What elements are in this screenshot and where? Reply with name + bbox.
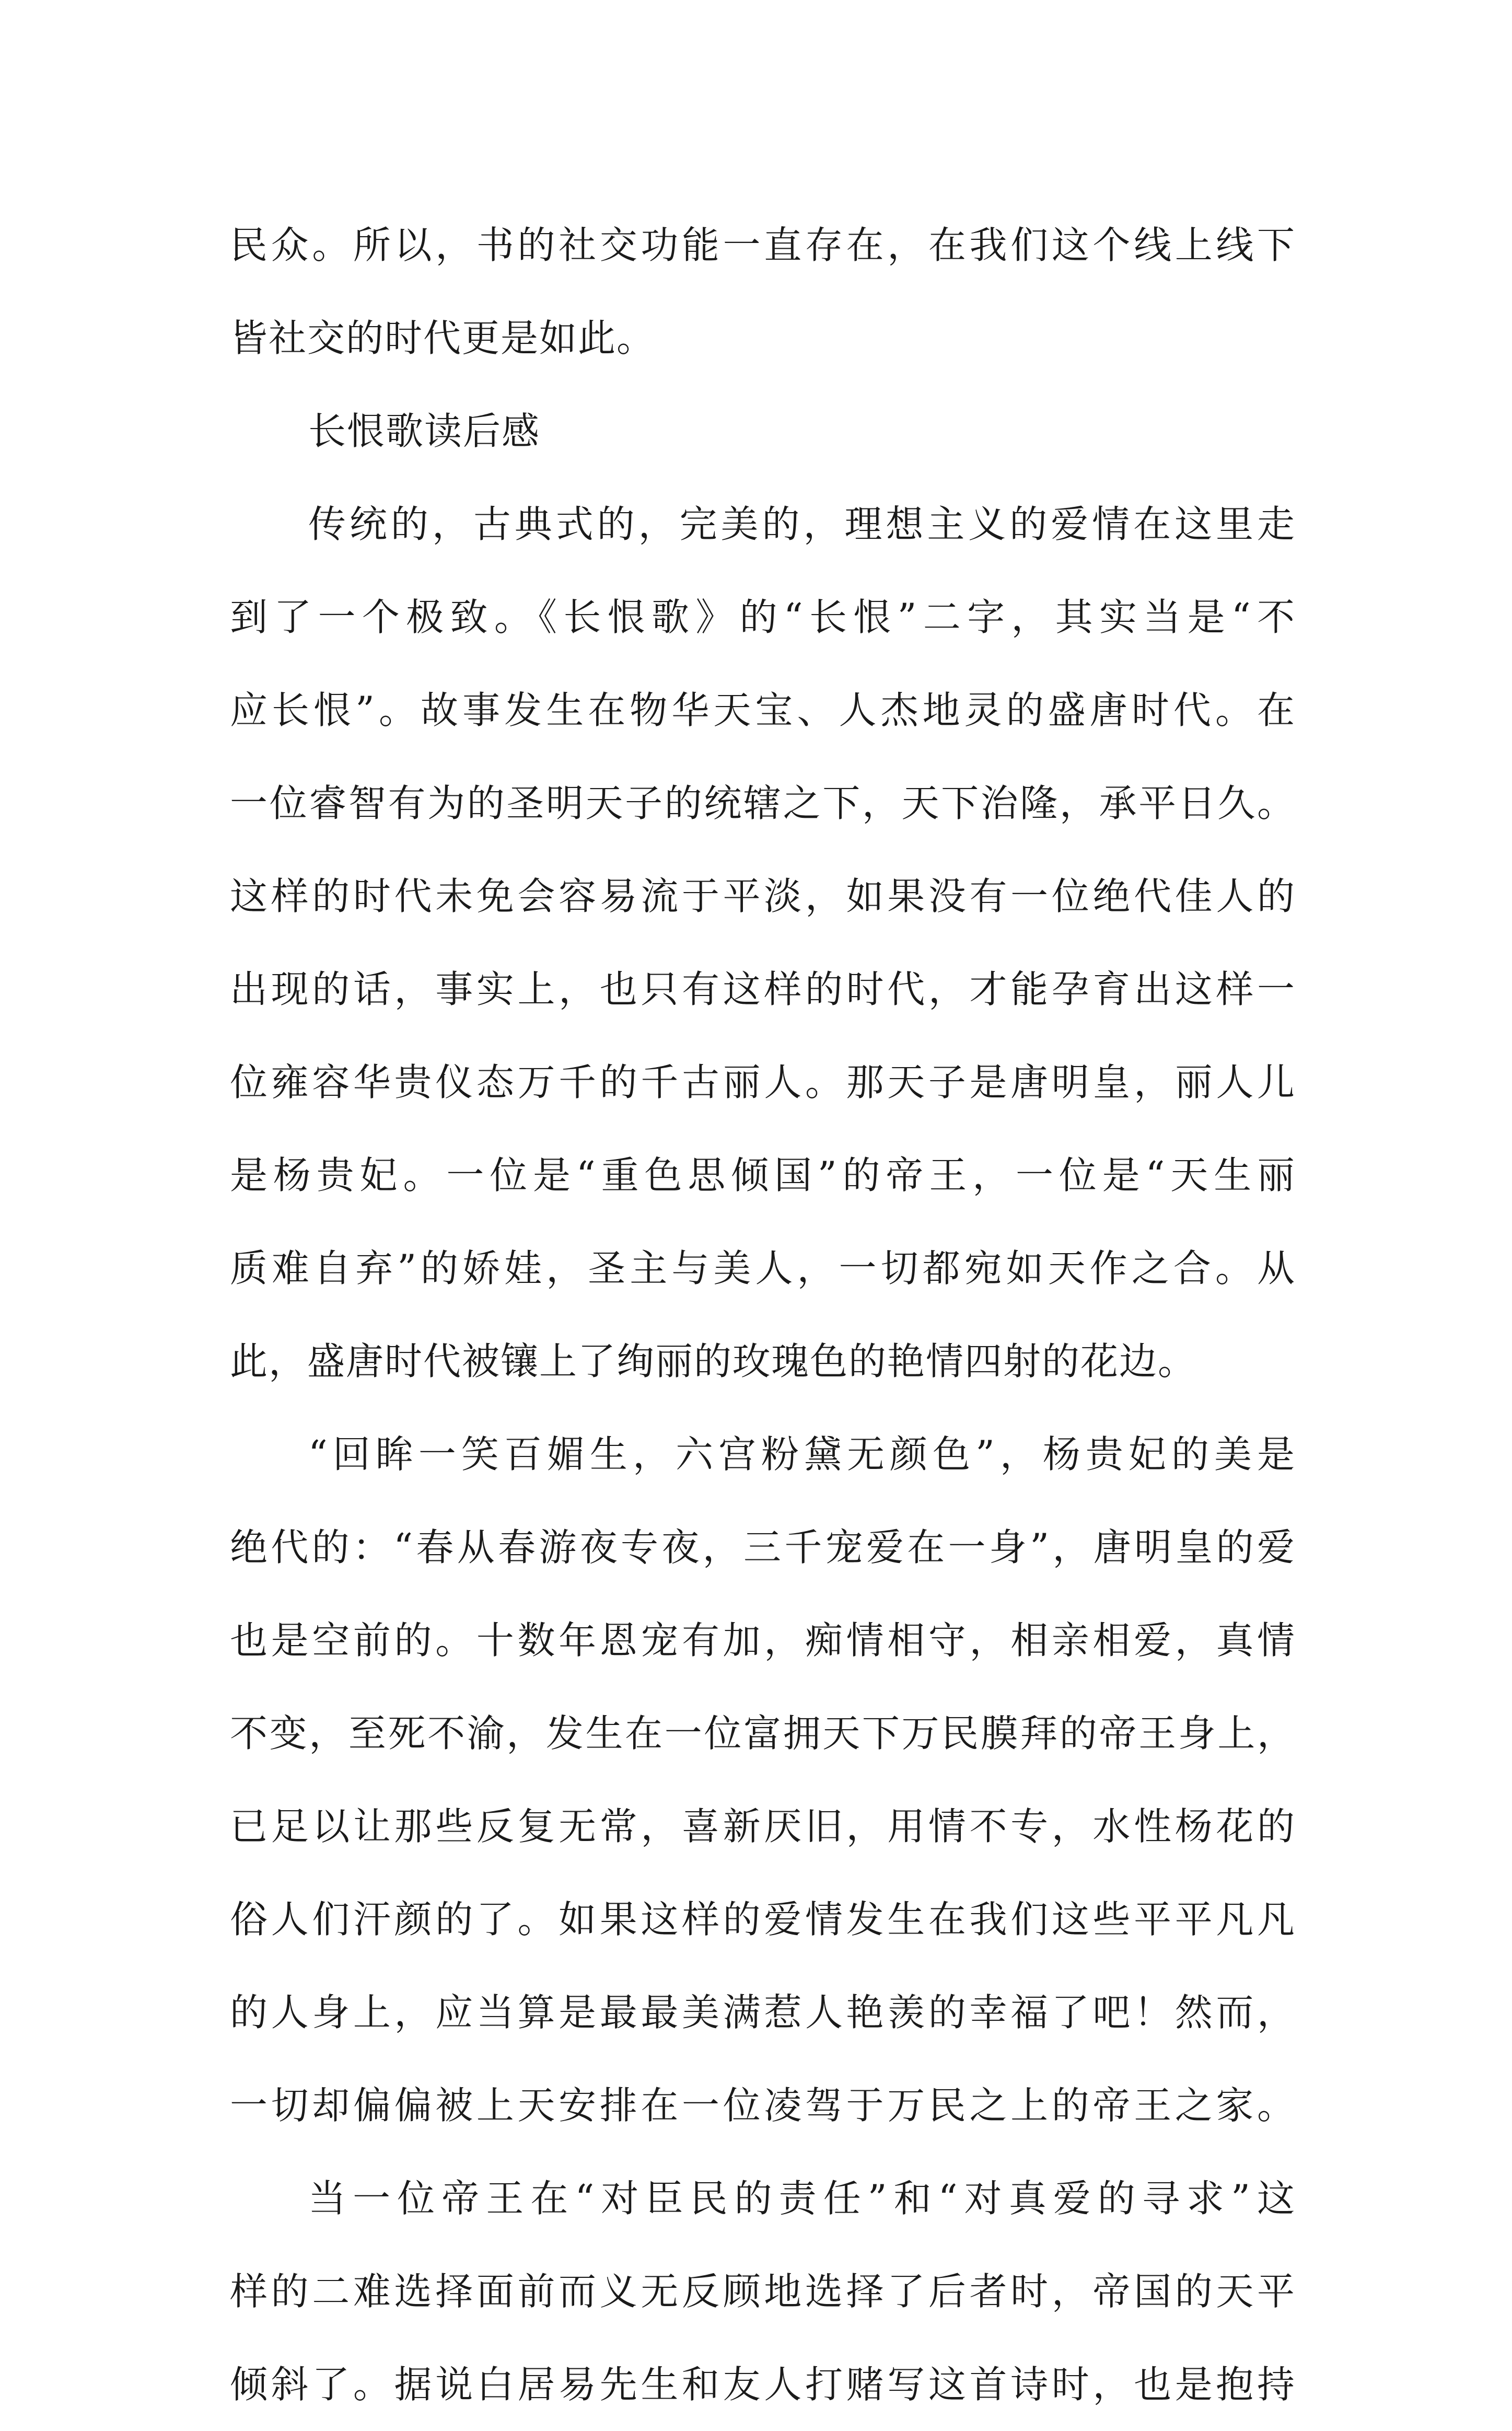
text-line: 民众。所以，书的社交功能一直存在，在我们这个线上线下: [230, 223, 1296, 267]
text-line: 质难自弃”的娇娃，圣主与美人，一切都宛如天作之合。从: [230, 1246, 1296, 1290]
text-line: 也是空前的。十数年恩宠有加，痴情相守，相亲相爱，真情: [230, 1618, 1296, 1662]
text-line: 这样的时代未免会容易流于平淡，如果没有一位绝代佳人的: [230, 874, 1296, 918]
text-line: 到了一个极致。《长恨歌》的“长恨”二字，其实当是“不: [230, 595, 1296, 639]
text-line: 绝代的：“春从春游夜专夜，三千宠爱在一身”，唐明皇的爱: [230, 1525, 1296, 1569]
text-line: 应长恨”。故事发生在物华天宝、人杰地灵的盛唐时代。在: [230, 688, 1296, 732]
text-line: 样的二难选择面前而义无反顾地选择了后者时，帝国的天平: [230, 2270, 1296, 2313]
text-line: 一切却偏偏被上天安排在一位凌驾于万民之上的帝王之家。: [230, 2083, 1296, 2127]
text-line: 是杨贵妃。一位是“重色思倾国”的帝王，一位是“天生丽: [230, 1153, 1296, 1197]
text-line: 俗人们汗颜的了。如果这样的爱情发生在我们这些平平凡凡: [230, 1897, 1296, 1941]
text-line: 传统的，古典式的，完美的，理想主义的爱情在这里走: [308, 502, 1296, 546]
text-line: 已足以让那些反复无常，喜新厌旧，用情不专，水性杨花的: [230, 1804, 1296, 1848]
text-line: 皆社交的时代更是如此。: [230, 316, 656, 360]
text-line: 出现的话，事实上，也只有这样的时代，才能孕育出这样一: [230, 967, 1296, 1011]
text-line: 不变，至死不渝，发生在一位富拥天下万民膜拜的帝王身上，: [230, 1711, 1296, 1755]
text-line: 当一位帝王在“对臣民的责任”和“对真爱的寻求”这: [308, 2177, 1296, 2220]
text-line: “回眸一笑百媚生，六宫粉黛无颜色”，杨贵妃的美是: [308, 1432, 1296, 1476]
text-line: 的人身上，应当算是最最美满惹人艳羡的幸福了吧！然而，: [230, 1990, 1296, 2034]
text-line: 此，盛唐时代被镶上了绚丽的玫瑰色的艳情四射的花边。: [230, 1339, 1197, 1383]
text-line: 位雍容华贵仪态万千的千古丽人。那天子是唐明皇，丽人儿: [230, 1060, 1296, 1104]
text-line: 一位睿智有为的圣明天子的统辖之下，天下治隆，承平日久。: [230, 781, 1296, 825]
essay-text: [230, 199, 1296, 2431]
text-line: 倾斜了。据说白居易先生和友人打赌写这首诗时，也是抱持: [230, 2363, 1296, 2406]
essay-title: 长恨歌读后感: [308, 409, 541, 453]
